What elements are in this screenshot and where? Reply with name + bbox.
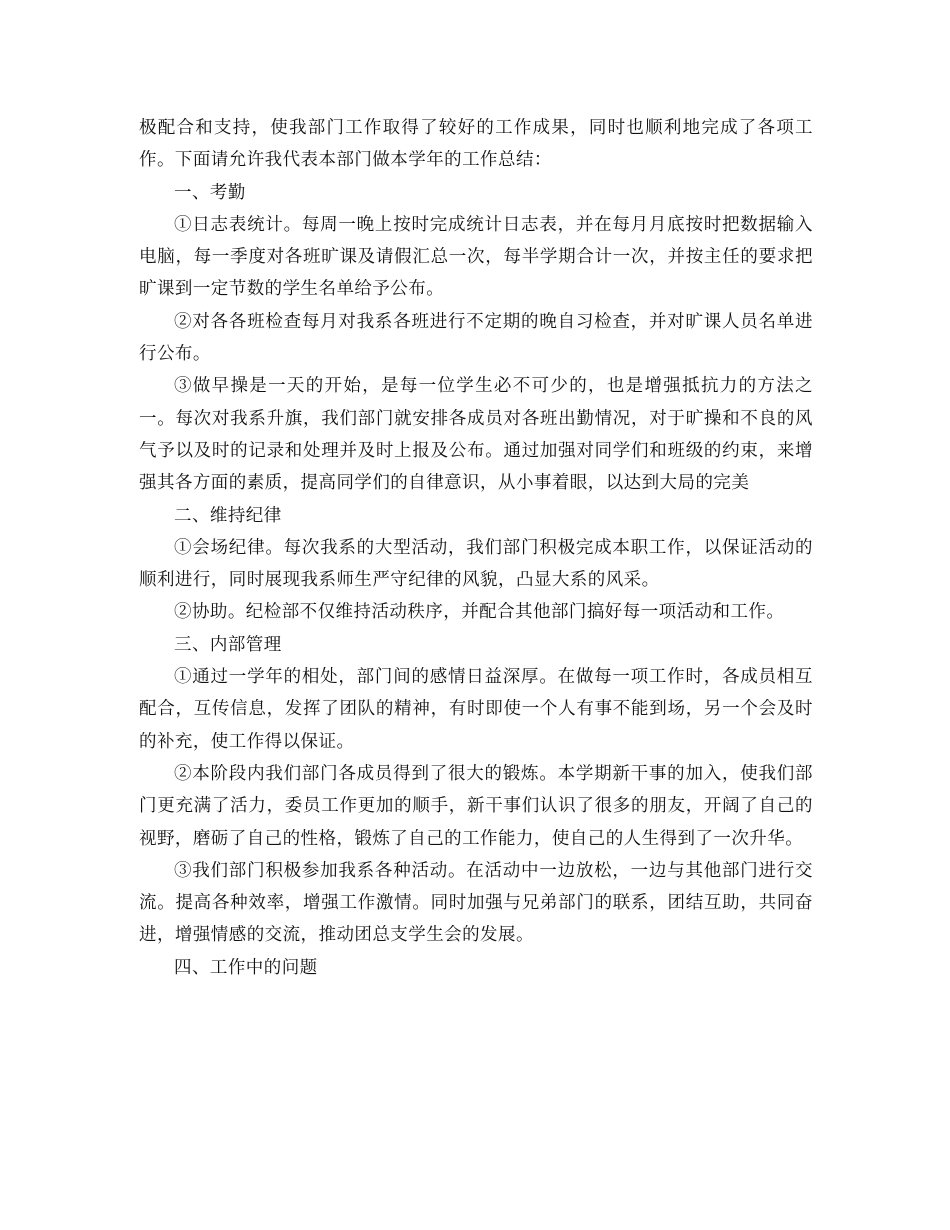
paragraph-class-inspection: ②对各各班检查每月对我系各班进行不定期的晚自习检查，并对旷课人员名单进行公布。: [139, 311, 813, 365]
paragraph-teamwork: ①通过一学年的相处，部门间的感情日益深厚。在做每一项工作时，各成员相互配合，互传信息，发挥了团队的精神，有时即使一个人有事不能到场，另一个会及时的补充，使工作得以保证。: [139, 667, 813, 752]
paragraph-venue-discipline: ①会场纪律。每次我系的大型活动，我们部门积极完成本职工作，以保证活动的顺利进行，同时展现我系师生严守纪律的风貌，凸显大系的风采。: [139, 537, 813, 591]
paragraph-member-growth: ②本阶段内我们部门各成员得到了很大的锻炼。本学期新干事的加入，使我们部门更充满了活力，委员工作更加的顺手，新干事们认识了很多的朋友，开阔了自己的视野，磨砺了自己的性格，锻炼了自己的工作能力，使自己的人生得到了一次升华。: [139, 763, 813, 849]
paragraph-morning-exercise: ③做早操是一天的开始，是每一位学生必不可少的，也是增强抵抗力的方法之一。每次对我系升旗，我们部门就安排各成员对各班出勤情况，对于旷操和不良的风气予以及时的记录和处理并及时上报及公布。通过加强对同学们和班级的约束，来增强其各方面的素质，提高同学们的自律意识，从小事着眼，以达到大局的完美: [139, 376, 813, 494]
document-body: [139, 112, 813, 984]
paragraph-log-statistics: ①日志表统计。每周一晚上按时完成统计日志表，并在每月月底按时把数据输入电脑，每一季度对各班旷课及请假汇总一次，每半学期合计一次，并按主任的要求把旷课到一定节数的学生名单给予公布。: [139, 214, 813, 300]
section-heading-problems: 四、工作中的问题: [174, 957, 318, 978]
section-heading-discipline: 二、维持纪律: [174, 505, 282, 526]
section-heading-internal-management: 三、内部管理: [174, 634, 282, 655]
intro-paragraph: 极配合和支持，使我部门工作取得了较好的工作成果，同时也顺利地完成了各项工作。下面请允许我代表本部门做本学年的工作总结：: [139, 118, 813, 171]
section-heading-attendance: 一、考勤: [174, 182, 246, 203]
paragraph-assistance: ②协助。纪检部不仅维持活动秩序，并配合其他部门搞好每一项活动和工作。: [174, 602, 785, 623]
paragraph-activities: ③我们部门积极参加我系各种活动。在活动中一边放松，一边与其他部门进行交流。提高各种效率，增强工作激情。同时加强与兄弟部门的联系，团结互助，共同奋进，增强情感的交流，推动团总支学生会的发展。: [139, 860, 813, 946]
